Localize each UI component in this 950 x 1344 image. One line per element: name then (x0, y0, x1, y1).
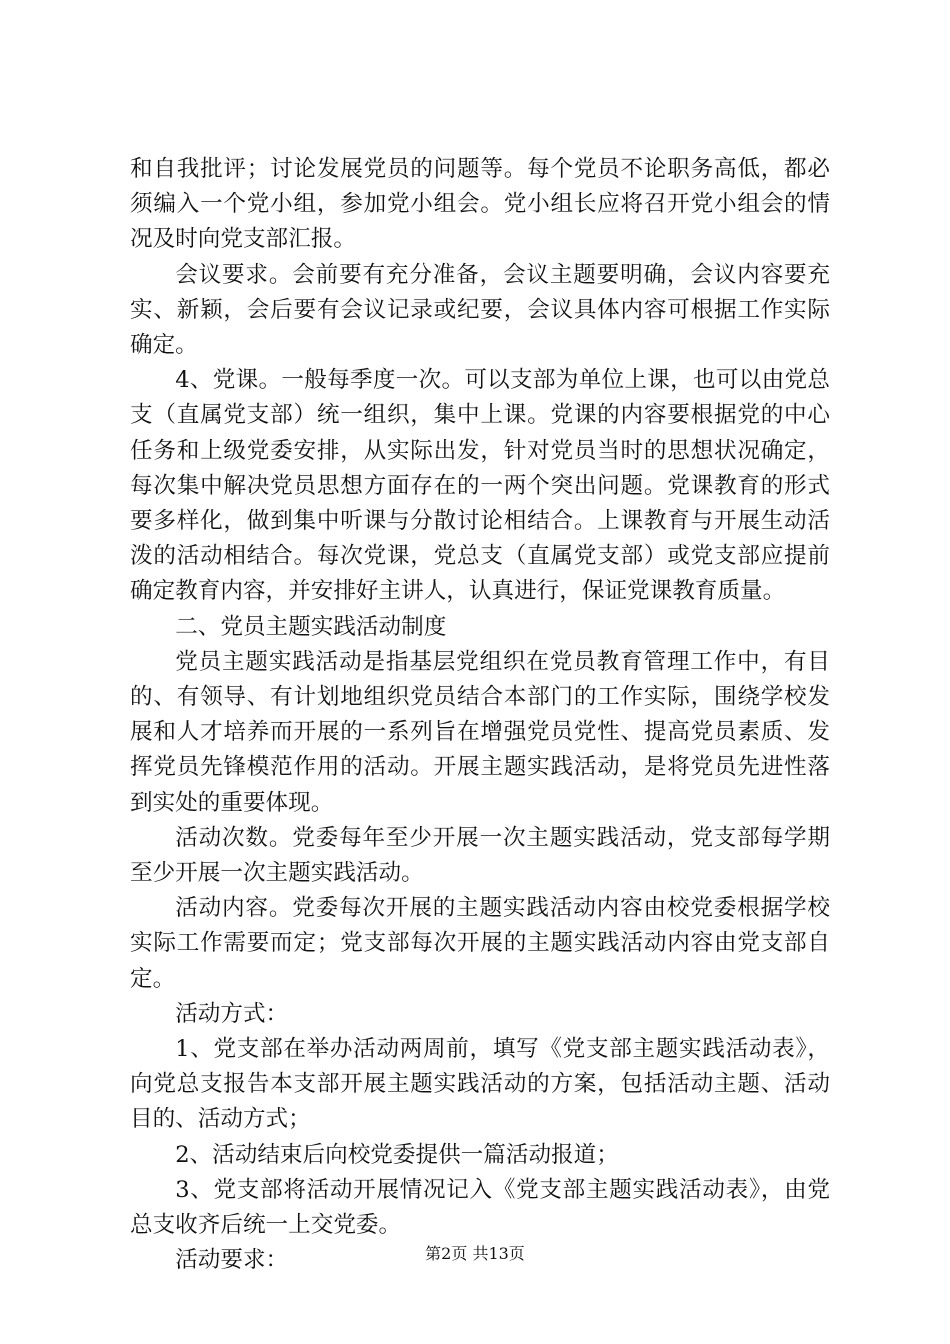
list-item: 1、党支部在举办活动两周前，填写《党支部主题实践活动表》，向党总支报告本支部开展主题实践活动的方案，包括活动主题、活动目的、活动方式； (130, 1036, 830, 1133)
paragraph: 活动次数。党委每年至少开展一次主题实践活动，党支部每学期至少开展一次主题实践活动。 (130, 824, 830, 887)
paragraph: 和自我批评；讨论发展党员的问题等。每个党员不论职务高低，都必须编入一个党小组，参加党小组会。党小组长应将召开党小组会的情况及时向党支部汇报。 (130, 156, 830, 253)
page-footer (0, 1243, 950, 1265)
list-item: 2、活动结束后向校党委提供一篇活动报道； (175, 1141, 619, 1168)
paragraph: 党员主题实践活动是指基层党组织在党员教育管理工作中，有目的、有领导、有计划地组织党员结合本部门的工作实际，围绕学校发展和人才培养而开展的一系列旨在增强党员党性、提高党员素质、发挥党员先锋模范作用的活动。开展主题实践活动，是将党员先进性落到实处的重要体现。 (130, 648, 830, 816)
paragraph: 4、党课。一般每季度一次。可以支部为单位上课，也可以由党总支（直属党支部）统一组织，集中上课。党课的内容要根据党的中心任务和上级党委安排，从实际出发，针对党员当时的思想状况确定，每次集中解决党员思想方面存在的一两个突出问题。党课教育的形式要多样化，做到集中听课与分散讨论相结合。上课教育与开展生动活泼的活动相结合。每次党课，党总支（直属党支部）或党支部应提前确定教育内容，并安排好主讲人，认真进行，保证党课教育质量。 (130, 367, 830, 605)
list-item: 3、党支部将活动开展情况记入《党支部主题实践活动表》，由党总支收齐后统一上交党委。 (130, 1176, 830, 1239)
document-body (130, 152, 830, 1279)
section-heading: 二、党员主题实践活动制度 (175, 613, 447, 640)
paragraph: 活动要求： (175, 1247, 289, 1274)
paragraph: 活动方式： (175, 1000, 289, 1027)
paragraph: 会议要求。会前要有充分准备，会议主题要明确，会议内容要充实、新颖，会后要有会议记录或纪要，会议具体内容可根据工作实际确定。 (130, 261, 830, 359)
page-number-label: 第2页 共13页 (425, 1244, 525, 1263)
paragraph: 活动内容。党委每次开展的主题实践活动内容由校党委根据学校实际工作需要而定；党支部每次开展的主题实践活动内容由党支部自定。 (130, 895, 830, 992)
